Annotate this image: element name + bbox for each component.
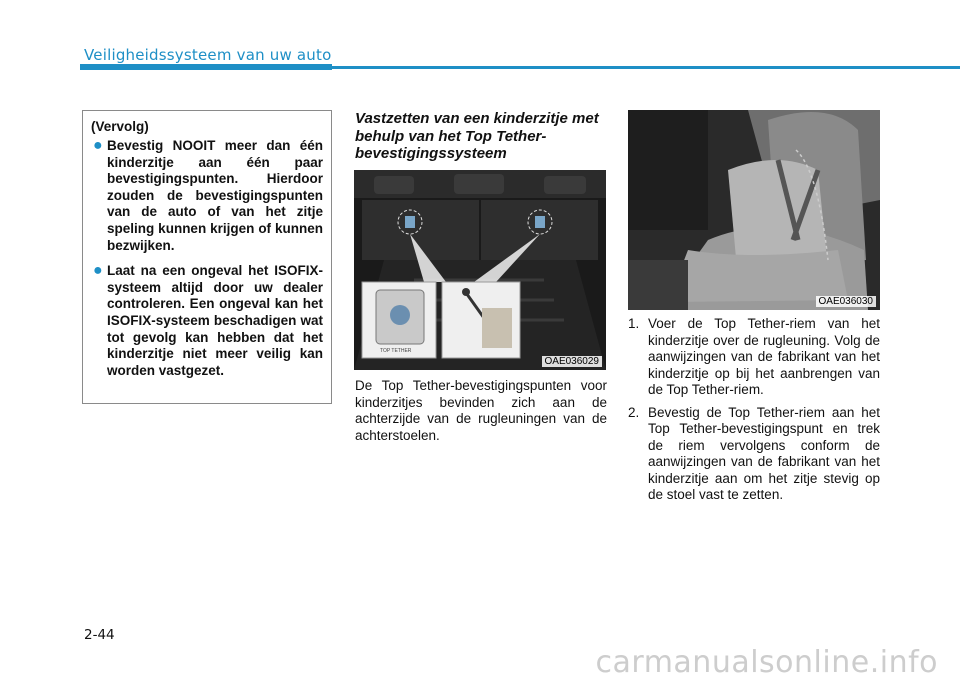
bullet-icon: ● bbox=[93, 262, 103, 280]
child-seat-illustration bbox=[628, 110, 880, 310]
step-number: 1. bbox=[628, 316, 640, 331]
instruction-steps bbox=[628, 316, 880, 510]
cargo-area-photo bbox=[354, 170, 606, 370]
step-text: Bevestig de Top Tether-riem aan het Top Tether-bevestigingspunt en trek de riem vervolgens conform de aanwijzingen van de fabrikant van het kinderzitje aan om het zitje stevig op de stoel vast te zetten. bbox=[648, 404, 880, 502]
image-code: OAE036029 bbox=[542, 356, 603, 367]
warning-item-text: Bevestig NOOIT meer dan één kinderzitje aan één paar bevestigingspunten. Hierdoor zouden de bevestigingspunten van de auto of van het zitje speling kunnen krijgen of kunnen bezwijken. bbox=[107, 138, 323, 253]
step-number: 2. bbox=[628, 404, 640, 420]
warning-item bbox=[91, 138, 323, 254]
image-code: OAE036030 bbox=[816, 296, 877, 307]
header-rule-accent bbox=[80, 64, 332, 70]
warning-item bbox=[91, 263, 323, 379]
cargo-area-illustration bbox=[354, 170, 606, 370]
body-paragraph: De Top Tether-bevestigingspunten voor kinderzitjes bevinden zich aan de achterzijde van de rugleuningen van de achterstoelen. bbox=[355, 378, 607, 443]
warning-box bbox=[82, 110, 332, 404]
top-tether-label: TOP TETHER bbox=[380, 348, 412, 354]
warning-item-text: Laat na een ongeval het ISOFIX-systeem altijd door uw dealer controleren. Een ongeval kan het ISOFIX-systeem beschadigen wat tot gevolg kan hebben dat het kinderzitje niet meer veilig kan worden vastgezet. bbox=[107, 263, 323, 378]
warning-heading: (Vervolg) bbox=[91, 119, 149, 134]
step-item bbox=[628, 316, 880, 399]
watermark: carmanualsonline.info bbox=[595, 645, 938, 680]
section-title: Veiligheidssysteem van uw auto bbox=[84, 46, 332, 64]
step-text: Voer de Top Tether-riem van het kinderzitje over de rugleuning. Volg de aanwijzingen van de fabrikant van het kinderzitje op bij het aanbrengen van de Top Tether-riem. bbox=[648, 316, 880, 397]
step-item bbox=[628, 405, 880, 504]
subsection-title: Vastzetten van een kinderzitje met behulp van het Top Tether-bevestigingssysteem bbox=[355, 110, 599, 162]
bullet-icon: ● bbox=[93, 137, 103, 154]
child-seat-photo bbox=[628, 110, 880, 310]
page-number: 2-44 bbox=[84, 627, 115, 643]
